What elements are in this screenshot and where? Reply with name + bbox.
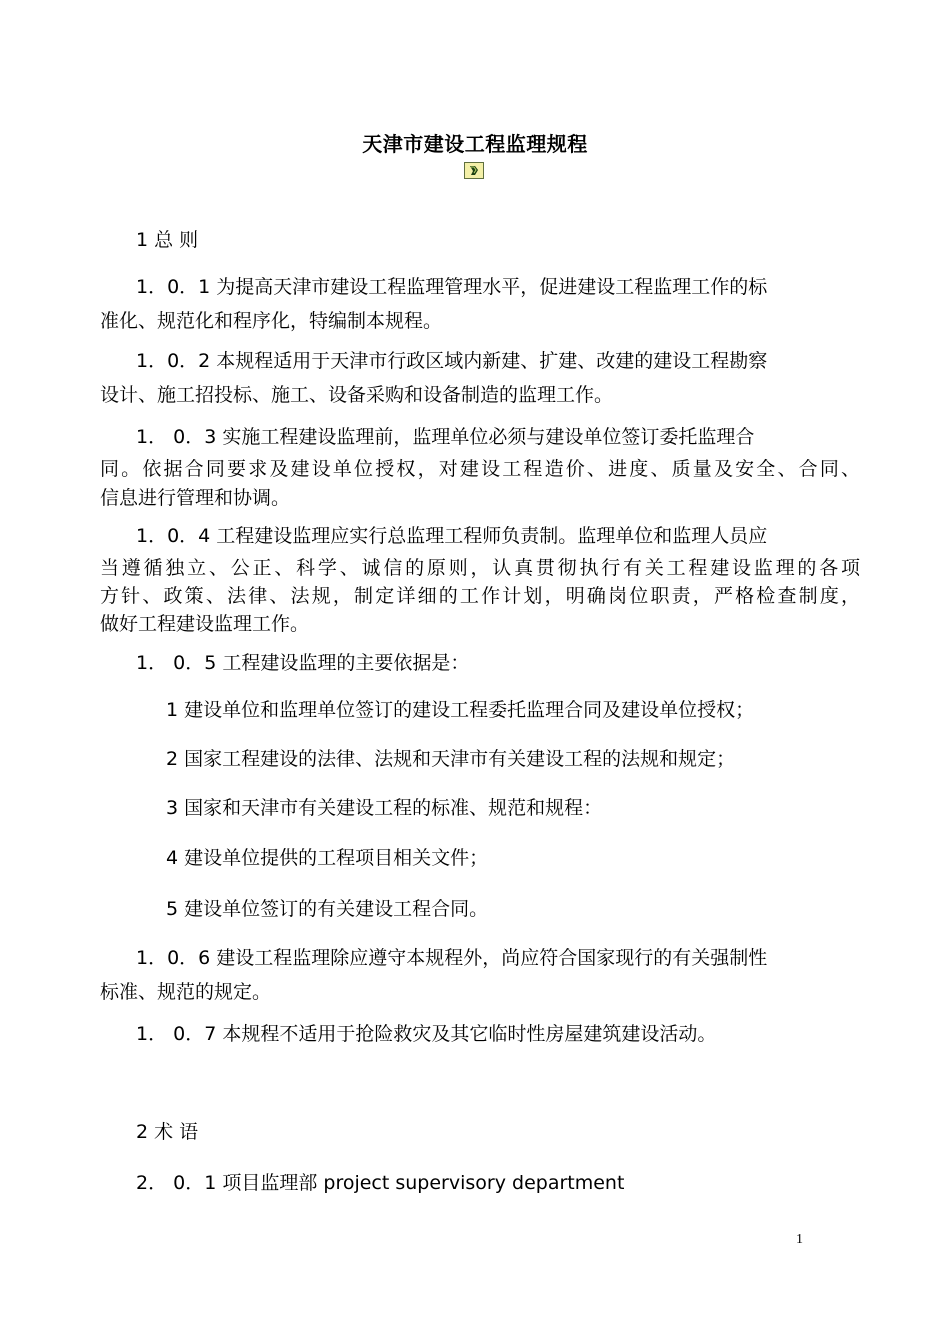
basis-item-4: 4 建设单位提供的工程项目相关文件； — [166, 847, 489, 869]
clause-1-0-1-line1: 1．0．1 为提高天津市建设工程监理管理水平，促进建设工程监理工作的标 — [136, 276, 768, 298]
clause-1-0-4-line1: 1．0．4 工程建设监理应实行总监理工程师负责制。监理单位和监理人员应 — [136, 525, 768, 547]
document-title: 天津市建设工程监理规程 — [362, 132, 588, 156]
clause-1-0-3-rest1: 同。依据合同要求及建设单位授权，对建设工程造价、进度、质量及安全、合同、 — [100, 458, 860, 480]
clause-1-0-2 — [100, 344, 860, 412]
clause-2-0-1: 2． 0．1 项目监理部 project supervisory department — [136, 1172, 625, 1194]
section-2-heading: 2 术 语 — [136, 1121, 199, 1143]
basis-item-5: 5 建设单位签订的有关建设工程合同。 — [166, 898, 489, 920]
basis-item-1: 1 建设单位和监理单位签订的建设工程委托监理合同及建设单位授权； — [166, 699, 755, 721]
clause-1-0-1-rest: 准化、规范化和程序化，特编制本规程。 — [100, 310, 443, 332]
clause-1-0-3-line1: 1． 0．3 实施工程建设监理前，监理单位必须与建设单位签订委托监理合 — [136, 426, 755, 448]
clause-1-0-5: 1． 0．5 工程建设监理的主要依据是： — [136, 652, 470, 674]
clause-1-0-6-rest: 标准、规范的规定。 — [100, 981, 272, 1003]
clause-1-0-4-rest3: 做好工程建设监理工作。 — [100, 613, 310, 635]
clause-1-0-2-rest: 设计、施工招投标、施工、设备采购和设备制造的监理工作。 — [100, 384, 614, 406]
page-number: 1 — [796, 1232, 803, 1247]
clause-1-0-7: 1． 0．7 本规程不适用于抢险救灾及其它临时性房屋建筑建设活动。 — [136, 1023, 717, 1045]
clause-1-0-1 — [100, 270, 860, 338]
clause-1-0-3-rest2: 信息进行管理和协调。 — [100, 487, 291, 509]
clause-1-0-4-rest1: 当遵循独立、公正、科学、诚信的原则，认真贯彻执行有关工程建设监理的各项 — [100, 557, 860, 579]
clause-1-0-4-rest2: 方针、政策、法律、法规，制定详细的工作计划，明确岗位职责，严格检查制度， — [100, 585, 860, 607]
clause-1-0-4 — [100, 518, 860, 638]
basis-item-3: 3 国家和天津市有关建设工程的标准、规范和规程： — [166, 797, 603, 819]
clause-1-0-6-line1: 1．0．6 建设工程监理除应遵守本规程外，尚应符合国家现行的有关强制性 — [136, 947, 768, 969]
clause-1-0-6 — [100, 941, 860, 1009]
clause-1-0-3 — [100, 419, 860, 513]
clause-1-0-2-line1: 1．0．2 本规程适用于天津市行政区域内新建、扩建、改建的建设工程勘察 — [136, 350, 768, 372]
basis-item-2: 2 国家工程建设的法律、法规和天津市有关建设工程的法规和规定； — [166, 748, 736, 770]
document-link-icon[interactable] — [464, 162, 484, 179]
section-1-heading: 1 总 则 — [136, 229, 199, 251]
